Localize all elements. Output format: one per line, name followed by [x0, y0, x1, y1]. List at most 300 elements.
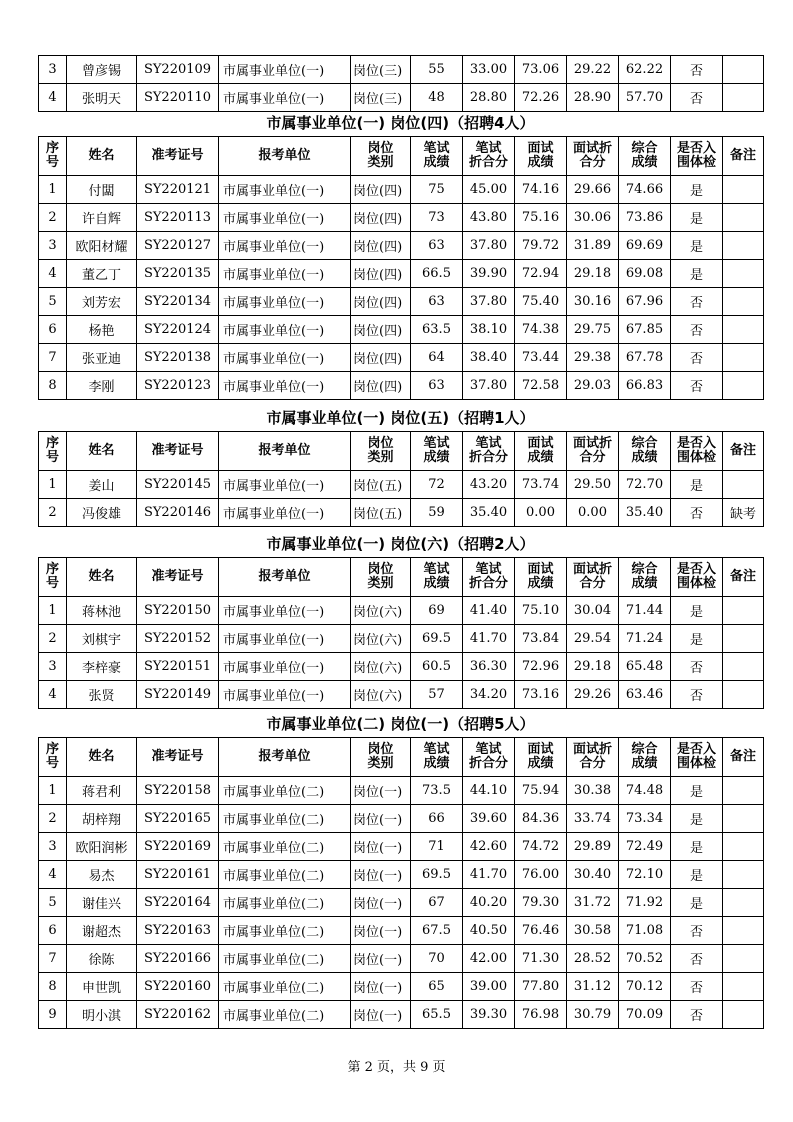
- cell-unit: 市属事业单位(一): [219, 260, 351, 288]
- column-header-written-score: [411, 738, 463, 777]
- cell-remark: [723, 288, 764, 316]
- cell-written-weighted: 33.00: [463, 56, 515, 84]
- cell-category: 岗位(六): [351, 681, 411, 709]
- results-table: [38, 431, 764, 527]
- cell-written-score: 65.5: [411, 1001, 463, 1029]
- cell-unit: 市属事业单位(一): [219, 204, 351, 232]
- header-line: 是否入: [676, 562, 716, 577]
- cell-remark: [723, 805, 764, 833]
- header-line: 成绩: [631, 450, 658, 465]
- cell-checkup: 是: [671, 889, 723, 917]
- cell-interview-score: 72.58: [515, 372, 567, 400]
- cell-written-score: 69.5: [411, 625, 463, 653]
- cell-total-score: 67.78: [619, 344, 671, 372]
- header-line: 合分: [579, 450, 606, 465]
- cell-name: 欧阳润彬: [67, 833, 137, 861]
- cell-unit: 市属事业单位(一): [219, 597, 351, 625]
- cell-remark: [723, 204, 764, 232]
- column-header-unit: [219, 738, 351, 777]
- header-line: 备注: [729, 569, 756, 584]
- cell-written-weighted: 40.20: [463, 889, 515, 917]
- header-row: [39, 432, 764, 471]
- cell-category: 岗位(六): [351, 625, 411, 653]
- cell-remark: [723, 344, 764, 372]
- cell-interview-score: 72.96: [515, 653, 567, 681]
- table-row: [39, 917, 764, 945]
- results-table: [38, 55, 764, 112]
- cell-seq: 2: [39, 805, 67, 833]
- cell-seq: 4: [39, 260, 67, 288]
- cell-total-score: 35.40: [619, 499, 671, 527]
- header-line: 号: [45, 155, 59, 170]
- column-header-total-score: [619, 558, 671, 597]
- table-row: [39, 204, 764, 232]
- cell-category: 岗位(六): [351, 653, 411, 681]
- cell-name: 张亚迪: [67, 344, 137, 372]
- header-line: 岗位: [367, 742, 394, 757]
- table-row: [39, 597, 764, 625]
- cell-total-score: 62.22: [619, 56, 671, 84]
- header-line: 合分: [579, 576, 606, 591]
- table-row: [39, 653, 764, 681]
- cell-checkup: 是: [671, 176, 723, 204]
- cell-name: 冯俊雄: [67, 499, 137, 527]
- header-line: 笔试: [475, 436, 502, 451]
- column-header-total-score: [619, 432, 671, 471]
- cell-written-weighted: 39.00: [463, 973, 515, 1001]
- cell-written-weighted: 42.00: [463, 945, 515, 973]
- header-line: 面试: [527, 141, 554, 156]
- cell-written-score: 63.5: [411, 316, 463, 344]
- cell-interview-weighted: 29.66: [567, 176, 619, 204]
- cell-seq: 7: [39, 945, 67, 973]
- header-line: 类别: [367, 450, 394, 465]
- header-line: 面试: [527, 436, 554, 451]
- cell-seq: 1: [39, 777, 67, 805]
- cell-interview-weighted: 29.89: [567, 833, 619, 861]
- header-line: 备注: [729, 443, 756, 458]
- cell-remark: [723, 84, 764, 112]
- header-line: 序: [45, 562, 59, 577]
- cell-seq: 3: [39, 232, 67, 260]
- column-header-written-weighted: [463, 738, 515, 777]
- cell-remark: [723, 372, 764, 400]
- cell-remark: 缺考: [723, 499, 764, 527]
- cell-name: 蒋君利: [67, 777, 137, 805]
- cell-seq: 3: [39, 653, 67, 681]
- cell-checkup: 否: [671, 84, 723, 112]
- column-header-category: [351, 137, 411, 176]
- table-row: [39, 288, 764, 316]
- cell-exam-id: SY220124: [137, 316, 219, 344]
- cell-name: 张贤: [67, 681, 137, 709]
- cell-interview-score: 74.72: [515, 833, 567, 861]
- cell-name: 谢超杰: [67, 917, 137, 945]
- cell-exam-id: SY220162: [137, 1001, 219, 1029]
- cell-interview-score: 73.84: [515, 625, 567, 653]
- header-line: 岗位: [367, 436, 394, 451]
- cell-exam-id: SY220121: [137, 176, 219, 204]
- header-line: 是否入: [676, 742, 716, 757]
- cell-total-score: 73.34: [619, 805, 671, 833]
- cell-seq: 1: [39, 176, 67, 204]
- header-line: 成绩: [631, 576, 658, 591]
- column-header-remark: [723, 137, 764, 176]
- cell-written-weighted: 37.80: [463, 372, 515, 400]
- table-row: [39, 1001, 764, 1029]
- header-line: 成绩: [631, 756, 658, 771]
- cell-checkup: 否: [671, 316, 723, 344]
- cell-unit: 市属事业单位(一): [219, 344, 351, 372]
- table-row: [39, 176, 764, 204]
- cell-total-score: 73.86: [619, 204, 671, 232]
- cell-written-score: 65: [411, 973, 463, 1001]
- cell-category: 岗位(一): [351, 861, 411, 889]
- cell-written-weighted: 38.10: [463, 316, 515, 344]
- cell-name: 姜山: [67, 471, 137, 499]
- column-header-written-weighted: [463, 137, 515, 176]
- cell-remark: [723, 176, 764, 204]
- cell-exam-id: SY220158: [137, 777, 219, 805]
- cell-interview-score: 72.94: [515, 260, 567, 288]
- column-header-unit: [219, 137, 351, 176]
- cell-checkup: 否: [671, 288, 723, 316]
- cell-total-score: 70.12: [619, 973, 671, 1001]
- cell-interview-score: 75.94: [515, 777, 567, 805]
- table-row: [39, 973, 764, 1001]
- table-row: [39, 777, 764, 805]
- cell-name: 谢佳兴: [67, 889, 137, 917]
- table-row: [39, 805, 764, 833]
- cell-unit: 市属事业单位(一): [219, 56, 351, 84]
- header-line: 报考单位: [258, 443, 311, 458]
- cell-seq: 7: [39, 344, 67, 372]
- table-row: [39, 499, 764, 527]
- cell-checkup: 是: [671, 777, 723, 805]
- cell-category: 岗位(四): [351, 260, 411, 288]
- cell-exam-id: SY220160: [137, 973, 219, 1001]
- column-header-exam-id: [137, 137, 219, 176]
- header-line: 折合分: [468, 756, 508, 771]
- header-line: 序: [45, 141, 59, 156]
- cell-name: 刘芳宏: [67, 288, 137, 316]
- section-title: 市属事业单位(二) 岗位(一)（招聘5人）: [266, 715, 535, 733]
- cell-category: 岗位(一): [351, 917, 411, 945]
- cell-checkup: 否: [671, 917, 723, 945]
- cell-interview-score: 75.40: [515, 288, 567, 316]
- cell-unit: 市属事业单位(二): [219, 1001, 351, 1029]
- cell-checkup: 否: [671, 499, 723, 527]
- header-line: 面试: [527, 742, 554, 757]
- cell-interview-score: 79.72: [515, 232, 567, 260]
- cell-name: 欧阳材耀: [67, 232, 137, 260]
- column-header-remark: [723, 738, 764, 777]
- cell-checkup: 是: [671, 204, 723, 232]
- column-header-written-score: [411, 558, 463, 597]
- cell-interview-weighted: 29.03: [567, 372, 619, 400]
- cell-interview-score: 75.10: [515, 597, 567, 625]
- cell-checkup: 否: [671, 653, 723, 681]
- cell-category: 岗位(三): [351, 56, 411, 84]
- header-line: 笔试: [475, 562, 502, 577]
- header-line: 围体检: [676, 450, 716, 465]
- header-line: 成绩: [423, 756, 450, 771]
- column-header-seq: [39, 738, 67, 777]
- header-line: 笔试: [423, 436, 450, 451]
- cell-checkup: 是: [671, 625, 723, 653]
- table-row: [39, 681, 764, 709]
- cell-written-weighted: 43.80: [463, 204, 515, 232]
- cell-name: 易杰: [67, 861, 137, 889]
- cell-seq: 6: [39, 316, 67, 344]
- cell-interview-score: 71.30: [515, 945, 567, 973]
- cell-category: 岗位(五): [351, 471, 411, 499]
- cell-unit: 市属事业单位(二): [219, 861, 351, 889]
- header-line: 备注: [729, 148, 756, 163]
- header-line: 是否入: [676, 436, 716, 451]
- cell-remark: [723, 316, 764, 344]
- cell-seq: 6: [39, 917, 67, 945]
- column-header-written-weighted: [463, 558, 515, 597]
- table-row: [39, 471, 764, 499]
- cell-seq: 3: [39, 833, 67, 861]
- header-line: 报考单位: [258, 749, 311, 764]
- cell-unit: 市属事业单位(二): [219, 973, 351, 1001]
- column-header-category: [351, 558, 411, 597]
- cell-written-weighted: 28.80: [463, 84, 515, 112]
- header-line: 围体检: [676, 576, 716, 591]
- header-line: 成绩: [527, 576, 554, 591]
- cell-total-score: 57.70: [619, 84, 671, 112]
- cell-unit: 市属事业单位(一): [219, 232, 351, 260]
- cell-checkup: 否: [671, 945, 723, 973]
- column-header-interview-score: [515, 558, 567, 597]
- cell-category: 岗位(一): [351, 1001, 411, 1029]
- header-line: 笔试: [423, 742, 450, 757]
- cell-exam-id: SY220150: [137, 597, 219, 625]
- cell-category: 岗位(四): [351, 372, 411, 400]
- cell-interview-score: 73.06: [515, 56, 567, 84]
- cell-name: 杨艳: [67, 316, 137, 344]
- cell-unit: 市属事业单位(二): [219, 833, 351, 861]
- table-row: [39, 316, 764, 344]
- header-line: 报考单位: [258, 148, 311, 163]
- column-header-category: [351, 738, 411, 777]
- column-header-seq: [39, 558, 67, 597]
- cell-written-score: 73.5: [411, 777, 463, 805]
- cell-category: 岗位(一): [351, 777, 411, 805]
- header-line: 成绩: [631, 155, 658, 170]
- cell-written-score: 72: [411, 471, 463, 499]
- column-header-exam-id: [137, 558, 219, 597]
- cell-interview-weighted: 30.38: [567, 777, 619, 805]
- table-row: [39, 260, 764, 288]
- cell-name: 蒋林池: [67, 597, 137, 625]
- column-header-written-score: [411, 432, 463, 471]
- results-table: [38, 557, 764, 709]
- header-line: 面试折: [572, 141, 612, 156]
- header-line: 序: [45, 436, 59, 451]
- header-line: 面试折: [572, 742, 612, 757]
- header-line: 岗位: [367, 562, 394, 577]
- header-line: 笔试: [423, 141, 450, 156]
- cell-category: 岗位(六): [351, 597, 411, 625]
- cell-category: 岗位(四): [351, 232, 411, 260]
- column-header-interview-score: [515, 137, 567, 176]
- header-line: 面试折: [572, 436, 612, 451]
- cell-name: 徐陈: [67, 945, 137, 973]
- cell-exam-id: SY220109: [137, 56, 219, 84]
- section-title: 市属事业单位(一) 岗位(六)（招聘2人）: [266, 535, 535, 553]
- column-header-checkup: [671, 558, 723, 597]
- cell-category: 岗位(一): [351, 945, 411, 973]
- cell-exam-id: SY220138: [137, 344, 219, 372]
- cell-remark: [723, 260, 764, 288]
- header-line: 围体检: [676, 155, 716, 170]
- cell-name: 申世凯: [67, 973, 137, 1001]
- cell-unit: 市属事业单位(一): [219, 681, 351, 709]
- cell-seq: 5: [39, 288, 67, 316]
- cell-remark: [723, 625, 764, 653]
- header-line: 折合分: [468, 155, 508, 170]
- cell-total-score: 72.70: [619, 471, 671, 499]
- header-line: 岗位: [367, 141, 394, 156]
- cell-written-weighted: 43.20: [463, 471, 515, 499]
- cell-interview-score: 74.38: [515, 316, 567, 344]
- results-table: [38, 737, 764, 1029]
- cell-total-score: 71.44: [619, 597, 671, 625]
- cell-category: 岗位(一): [351, 805, 411, 833]
- cell-remark: [723, 777, 764, 805]
- cell-unit: 市属事业单位(一): [219, 499, 351, 527]
- cell-category: 岗位(四): [351, 316, 411, 344]
- header-line: 序: [45, 742, 59, 757]
- cell-seq: 2: [39, 204, 67, 232]
- cell-remark: [723, 1001, 764, 1029]
- cell-unit: 市属事业单位(二): [219, 889, 351, 917]
- cell-interview-weighted: 29.50: [567, 471, 619, 499]
- header-line: 号: [45, 756, 59, 771]
- column-header-checkup: [671, 738, 723, 777]
- cell-category: 岗位(一): [351, 889, 411, 917]
- cell-checkup: 是: [671, 471, 723, 499]
- header-line: 笔试: [475, 742, 502, 757]
- cell-name: 刘棋宇: [67, 625, 137, 653]
- cell-name: 李刚: [67, 372, 137, 400]
- cell-interview-score: 79.30: [515, 889, 567, 917]
- header-row: [39, 558, 764, 597]
- cell-interview-weighted: 29.18: [567, 260, 619, 288]
- cell-exam-id: SY220127: [137, 232, 219, 260]
- cell-seq: 4: [39, 681, 67, 709]
- table-row: [39, 84, 764, 112]
- column-header-interview-weighted: [567, 558, 619, 597]
- cell-written-score: 48: [411, 84, 463, 112]
- cell-interview-weighted: 31.89: [567, 232, 619, 260]
- cell-exam-id: SY220145: [137, 471, 219, 499]
- cell-remark: [723, 653, 764, 681]
- cell-checkup: 否: [671, 1001, 723, 1029]
- cell-written-score: 59: [411, 499, 463, 527]
- cell-interview-weighted: 29.22: [567, 56, 619, 84]
- cell-checkup: 是: [671, 597, 723, 625]
- cell-unit: 市属事业单位(二): [219, 945, 351, 973]
- column-header-unit: [219, 558, 351, 597]
- cell-name: 董乙丁: [67, 260, 137, 288]
- cell-remark: [723, 597, 764, 625]
- cell-total-score: 70.09: [619, 1001, 671, 1029]
- cell-interview-score: 76.00: [515, 861, 567, 889]
- cell-remark: [723, 56, 764, 84]
- cell-interview-weighted: 30.16: [567, 288, 619, 316]
- cell-written-score: 69: [411, 597, 463, 625]
- cell-written-weighted: 36.30: [463, 653, 515, 681]
- cell-unit: 市属事业单位(二): [219, 777, 351, 805]
- cell-remark: [723, 945, 764, 973]
- cell-total-score: 63.46: [619, 681, 671, 709]
- cell-exam-id: SY220151: [137, 653, 219, 681]
- cell-checkup: 是: [671, 260, 723, 288]
- cell-exam-id: SY220164: [137, 889, 219, 917]
- cell-remark: [723, 973, 764, 1001]
- cell-unit: 市属事业单位(一): [219, 372, 351, 400]
- cell-unit: 市属事业单位(二): [219, 917, 351, 945]
- header-line: 成绩: [527, 155, 554, 170]
- cell-interview-score: 74.16: [515, 176, 567, 204]
- header-line: 备注: [729, 749, 756, 764]
- column-header-written-score: [411, 137, 463, 176]
- header-line: 准考证号: [151, 443, 204, 458]
- cell-written-score: 67.5: [411, 917, 463, 945]
- cell-total-score: 67.85: [619, 316, 671, 344]
- header-line: 成绩: [423, 450, 450, 465]
- cell-written-score: 57: [411, 681, 463, 709]
- header-line: 综合: [631, 436, 658, 451]
- cell-seq: 4: [39, 84, 67, 112]
- section-title: 市属事业单位(一) 岗位(四)（招聘4人）: [266, 114, 535, 132]
- cell-unit: 市属事业单位(一): [219, 471, 351, 499]
- cell-checkup: 是: [671, 861, 723, 889]
- cell-name: 曾彦锡: [67, 56, 137, 84]
- header-line: 类别: [367, 576, 394, 591]
- cell-remark: [723, 681, 764, 709]
- cell-category: 岗位(一): [351, 833, 411, 861]
- column-header-interview-weighted: [567, 432, 619, 471]
- cell-seq: 8: [39, 973, 67, 1001]
- header-line: 准考证号: [151, 749, 204, 764]
- cell-interview-score: 73.16: [515, 681, 567, 709]
- cell-written-weighted: 37.80: [463, 288, 515, 316]
- cell-seq: 9: [39, 1001, 67, 1029]
- page-footer: 第 2 页，共 9 页: [347, 1060, 446, 1075]
- cell-checkup: 否: [671, 344, 723, 372]
- cell-interview-weighted: 30.40: [567, 861, 619, 889]
- header-line: 成绩: [527, 450, 554, 465]
- header-line: 面试: [527, 562, 554, 577]
- cell-interview-score: 0.00: [515, 499, 567, 527]
- column-header-seq: [39, 137, 67, 176]
- table-row: [39, 889, 764, 917]
- header-line: 合分: [579, 756, 606, 771]
- cell-interview-weighted: 29.26: [567, 681, 619, 709]
- header-line: 折合分: [468, 576, 508, 591]
- table-row: [39, 833, 764, 861]
- cell-interview-score: 73.74: [515, 471, 567, 499]
- cell-category: 岗位(五): [351, 499, 411, 527]
- cell-interview-score: 75.16: [515, 204, 567, 232]
- cell-written-score: 63: [411, 288, 463, 316]
- header-line: 姓名: [88, 148, 115, 163]
